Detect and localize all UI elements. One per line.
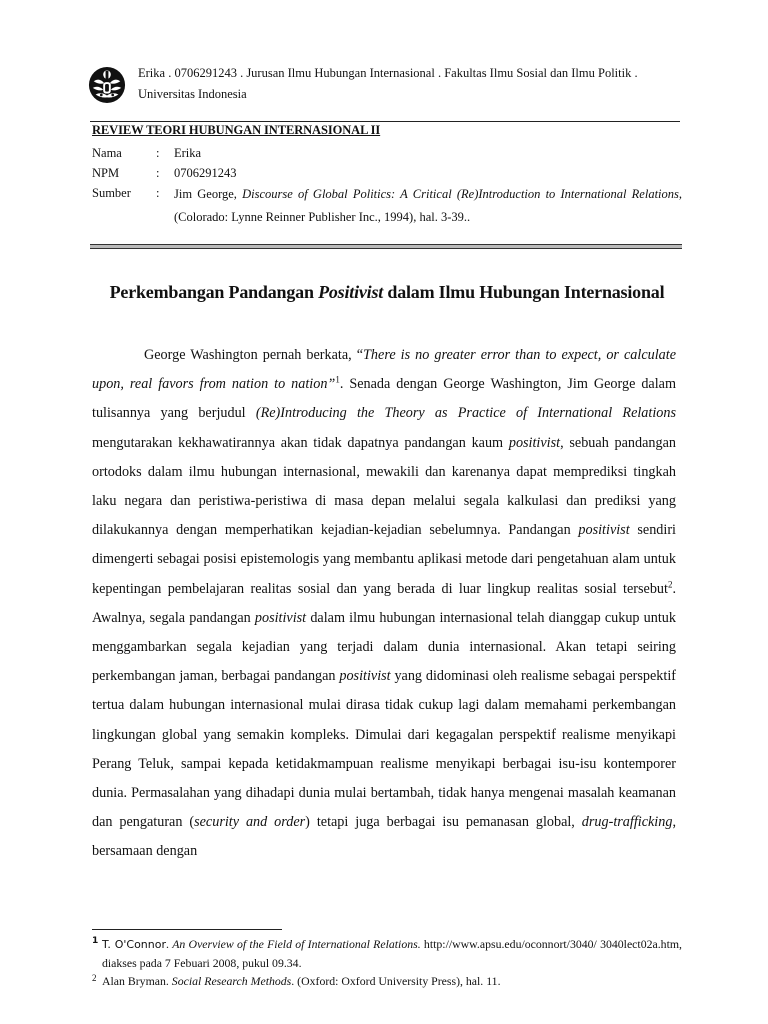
italic-run: security and order xyxy=(194,814,306,831)
footnote-number: 2 xyxy=(92,973,97,983)
title-part: Perkembangan Pandangan xyxy=(109,282,319,302)
footnote-ref: 1 xyxy=(335,374,340,385)
italic-run: positivist xyxy=(578,522,630,539)
text-run: ) tetapi juga berbagai isu pemanasan global, xyxy=(305,814,582,831)
section-double-divider xyxy=(90,244,682,249)
header-text xyxy=(138,63,638,105)
italic-run: There is no greater error than to expect, or calculate upon, real favors from nation to nation” xyxy=(92,347,676,393)
footnote-rest: . (Oxford: Oxford University Press), hal. 11. xyxy=(291,974,501,988)
text-run: mengutarakan kekhawatirannya akan tidak dapatnya pandangan kaum xyxy=(92,434,509,451)
review-title: REVIEW TEORI HUBUNGAN INTERNASIONAL II xyxy=(92,123,381,137)
document-title xyxy=(92,282,682,303)
meta-row-nama xyxy=(92,143,682,163)
source-author: Jim George, xyxy=(174,187,243,201)
meta-row-npm xyxy=(92,163,682,183)
text-run: , bersamaan dengan xyxy=(92,814,676,860)
page-header xyxy=(88,66,688,105)
footnote-author: T. O'Connor xyxy=(102,938,166,951)
footnote-title: An Overview of the Field of International Relations. xyxy=(172,937,421,951)
text-run: dalam ilmu hubungan internasional telah dianggap cukup untuk menggambarkan segala kejadian yang terjadi dalam dunia internasional. Akan tetapi seiring perkembangan jaman, berbagai pandangan xyxy=(92,609,676,685)
source-publication: (Colorado: Lynne Reinner Publisher Inc., 1994), hal. 3-39.. xyxy=(174,210,471,224)
header-divider xyxy=(90,121,680,122)
meta-colon: : xyxy=(156,166,160,180)
meta-label: NPM xyxy=(92,166,120,180)
meta-value: Erika xyxy=(174,146,202,160)
text-run: sendiri dimengerti sebagai posisi epistemologis yang membantu aplikasi metode dari pengetahuan alam untuk kepentingan pembelajaran realitas sosial dan yang berada di luar lingkup realitas sosial tersebut xyxy=(92,522,676,597)
meta-label: Nama xyxy=(92,146,122,160)
text-run: yang didominasi oleh realisme sebagai perspektif tertua dalam hubungan internasional mulai dirasa tidak cukup lagi dalam memahami perkembangan lingkungan global yang semakin kompleks. Dimulai dari kegagalan perspektif realisme menyikapi Perang Teluk, sampai kepada ketidakmampuan realisme menyikapi berbagai isu-isu kontemporer dunia. Permasalahan yang dihadapi dunia mulai bertambah, tidak hanya mengenai masalah keamanan dan pengaturan ( xyxy=(92,668,677,831)
meta-row-sumber xyxy=(92,183,682,227)
italic-run: positivist xyxy=(254,609,307,626)
title-part: dalam Ilmu Hubungan Internasional xyxy=(383,282,665,302)
footnote-separator: . xyxy=(166,937,173,951)
footnote-title: Social Research Methods xyxy=(171,974,292,988)
footnote-1 xyxy=(92,935,682,972)
footnote-author: Alan Bryman. xyxy=(102,974,172,988)
footnote-ref: 2 xyxy=(667,578,673,589)
meta-label: Sumber xyxy=(92,186,131,200)
title-italic-part: Positivist xyxy=(318,282,384,302)
text-run: . Senada dengan George Washington, Jim George dalam tulisannya yang berjudul xyxy=(92,376,677,422)
header-line-1: Erika . 0706291243 . Jurusan Ilmu Hubungan Internasional . Fakultas Ilmu Sosial dan Ilmu Politik . xyxy=(138,66,638,80)
meta-value-source xyxy=(174,183,682,227)
meta-colon: : xyxy=(156,146,160,160)
meta-value: 0706291243 xyxy=(174,166,237,180)
meta-colon: : xyxy=(156,186,160,200)
body-text xyxy=(92,341,676,867)
italic-run: positivist xyxy=(339,668,391,685)
footnote-2 xyxy=(92,972,682,990)
text-run: . Awalnya, segala pandangan xyxy=(92,580,676,626)
review-metadata xyxy=(92,143,682,227)
source-title: Discourse of Global Politics: A Critical (Re)Introduction to International Relations, xyxy=(242,187,683,201)
italic-run: drug-trafficking xyxy=(581,814,673,831)
header-line-2: Universitas Indonesia xyxy=(138,87,247,101)
italic-run: (Re)Introducing the Theory as Practice of International Relations xyxy=(255,405,676,422)
footnote-divider xyxy=(92,929,282,930)
footnote-number: 1 xyxy=(92,936,99,946)
italic-run: positivist xyxy=(508,434,561,451)
university-emblem-icon xyxy=(88,66,126,104)
text-run: George Washington pernah berkata, “ xyxy=(144,347,364,363)
body-paragraph xyxy=(92,341,676,867)
footnotes xyxy=(92,935,682,990)
text-run: , sebuah pandangan ortodoks dalam ilmu hubungan internasional, mewakili dan karenanya dapat memprediksi tingkah laku negara dan peristiwa-peristiwa di masa depan melalui segala kalkulasi dan prediksi yang dilakukannya dengan memperhatikan kejadian-kejadian sebelumnya. Pandangan xyxy=(92,434,676,539)
footnote-rest: http://www.apsu.edu/oconnort/3040/ 3040lect02a.htm, diakses pada 7 Febuari 2008, pukul 09.34. xyxy=(102,937,682,970)
